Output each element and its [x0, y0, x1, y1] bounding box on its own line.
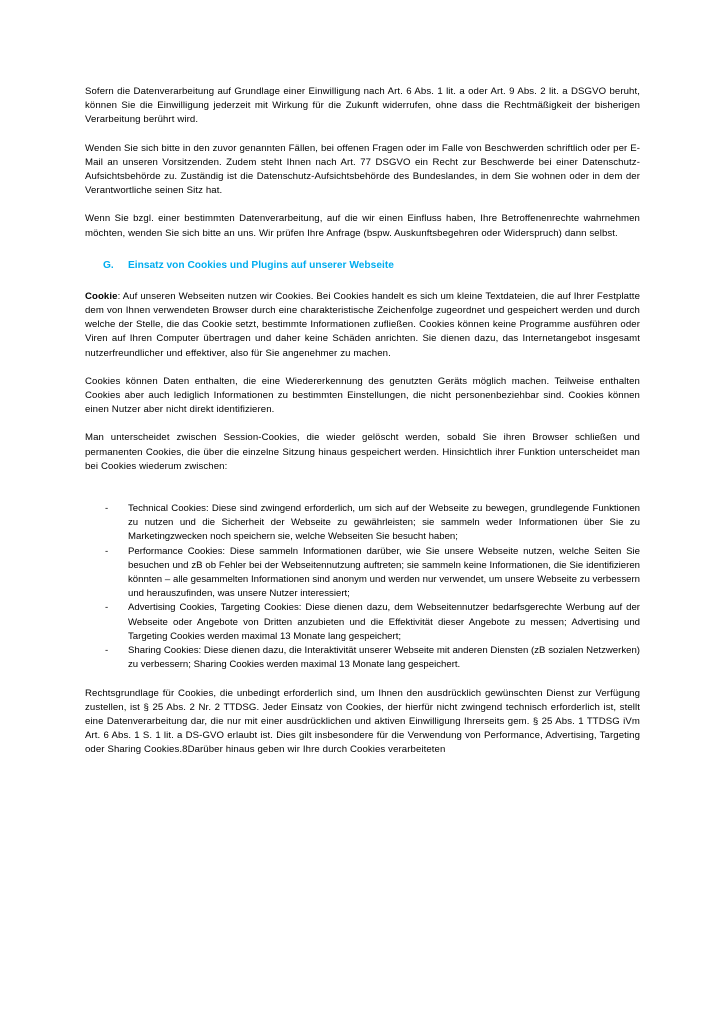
list-item — [85, 644, 640, 672]
list-item-text-performance: Performance Cookies: Diese sammeln Informationen darüber, wie Sie unsere Webseite nutzen, welche Seiten Sie besuchen und zB ob Fehler bei der Webseitennutzung auftreten; sie sammeln keine Informationen, die Sie identifizieren könnten – alle gesammelten Informationen sind anonym und werden nur verwendet, um unsere Webseite zu verbessern und herauszufinden, was unsere Nutzer interessiert; — [128, 545, 640, 600]
cookie-types-list — [85, 502, 640, 672]
paragraph-complaints-authority: Wenden Sie sich bitte in den zuvor genannten Fällen, bei offenen Fragen oder im Falle von Beschwerden schriftlich oder per E-Mail an unseren Vorsitzenden. Zudem steht Ihnen nach Art. 77 DSGVO ein Recht zur Beschwerde bei einer Datenschutz-Aufsichtsbehörde zu. Zuständig ist die Datenschutz-Aufsichtsbehörde des Bundeslandes, in dem Sie wohnen oder in dem der Verantwortliche seinen Sitz hat. — [85, 142, 640, 197]
list-item-text-sharing: Sharing Cookies: Diese dienen dazu, die Interaktivität unserer Webseite mit anderen Diensten (zB sozialen Netzwerken) zu verbessern; Sharing Cookies werden maximal 13 Monate lang gespeichert. — [128, 645, 640, 671]
list-bullet-dash-icon: - — [105, 602, 109, 614]
paragraph-cookie-data: Cookies können Daten enthalten, die eine Wiedererkennung des genutzten Geräts möglich machen. Teilweise enthalten Cookies aber auch lediglich Informationen zu bestimmten Einstellungen, die nicht personenbeziehbar sind. Cookies können einen Nutzer aber nicht direkt identifizieren. — [85, 375, 640, 416]
paragraph-data-subject-rights: Wenn Sie bzgl. einer bestimmten Datenverarbeitung, auf die wir einen Einfluss haben, Ihre Betroffenenrechte wahrnehmen möchten, wenden Sie sich bitte an uns. Wir prüfen Ihre Anfrage (bspw. Auskunftsbegehren oder Widerspruch) dann selbst. — [85, 213, 640, 239]
cookie-term-bold: Cookie — [85, 290, 118, 302]
list-item — [85, 502, 640, 545]
list-bullet-dash-icon: - — [105, 545, 109, 557]
paragraph-legal-basis: Rechtsgrundlage für Cookies, die unbedingt erforderlich sind, um Ihnen den ausdrücklich gewünschten Dienst zur Verfügung zustellen, ist § 25 Abs. 2 Nr. 2 TTDSG. Jeder Einsatz von Cookies, der hierfür nicht zwingend technisch erforderlich ist, stellt eine Datenverarbeitung dar, die nur mit einer ausdrücklichen und aktiven Einwilligung Ihrerseits gem. § 25 Abs. 1 TTDSG iVm Art. 6 Abs. 1 S. 1 lit. a DS-GVO erlaubt ist. Dies gilt insbesondere für die Verwendung von Performance, Advertising, Targeting oder Sharing Cookies.8Darüber hinaus geben wir Ihre durch Cookies verarbeiteten — [85, 687, 640, 756]
paragraph-consent-withdrawal: Sofern die Datenverarbeitung auf Grundlage einer Einwilligung nach Art. 6 Abs. 1 lit. a oder Art. 9 Abs. 2 lit. a DSGVO beruht, können Sie die Einwilligung jederzeit mit Wirkung für die Zukunft widerrufen, ohne dass die Rechtmäßigkeit der bisherigen Verarbeitung berührt wird. — [85, 86, 640, 126]
list-item — [85, 601, 640, 644]
section-heading-title: Einsatz von Cookies und Plugins auf unserer Webseite — [128, 259, 394, 271]
cookie-definition-text: : Auf unseren Webseiten nutzen wir Cookies. Bei Cookies handelt es sich um kleine Textdateien, die auf Ihrer Festplatte dem von Ihnen verwendeten Browser durch eine charakteristische Zeichenfolge zugeordnet und gespeichert werden und durch welche der Stelle, die das Cookie setzt, bestimmte Informationen zufließen. Cookies können keine Programme ausführen oder Viren auf Ihren Computer übertragen und daher keine Schäden anrichten. Sie dienen dazu, das Internetangebot insgesamt nutzerfreundlicher und effektiver, also für Sie angenehmer zu machen. — [85, 290, 640, 359]
list-bullet-dash-icon: - — [105, 503, 109, 515]
list-item-text-technical: Technical Cookies: Diese sind zwingend erforderlich, um sich auf der Webseite zu bewegen, grundlegende Funktionen zu nutzen und die Sicherheit der Webseite zu gewährleisten; sie sammeln weder Informationen über Sie zu Marketingzwecken noch speichern sie, welche Webseiten Sie besucht haben; — [128, 503, 640, 543]
paragraph-cookie-definition — [85, 290, 640, 361]
list-top-spacer — [85, 488, 640, 502]
section-heading-cookies — [85, 259, 640, 273]
list-item-text-advertising: Advertising Cookies, Targeting Cookies: Diese dienen dazu, dem Webseitennutzer bedarfsgerechte Werbung auf der Webseite oder Angebote von Dritten anzubieten und die Effektivität dieser Angebote zu messen; Advertising und Targeting Cookies werden maximal 13 Monate lang gespeichert; — [128, 602, 640, 642]
section-heading-letter: G. — [103, 259, 114, 271]
list-bullet-dash-icon: - — [105, 645, 109, 657]
paragraph-session-vs-permanent: Man unterscheidet zwischen Session-Cookies, die wieder gelöscht werden, sobald Sie ihren Browser schließen und permanenten Cookies, die über die einzelne Sitzung hinaus gespeichert werden. Hinsichtlich ihrer Funktion unterscheidet man bei Cookies wiederum zwischen: — [85, 432, 640, 472]
list-item — [85, 545, 640, 602]
